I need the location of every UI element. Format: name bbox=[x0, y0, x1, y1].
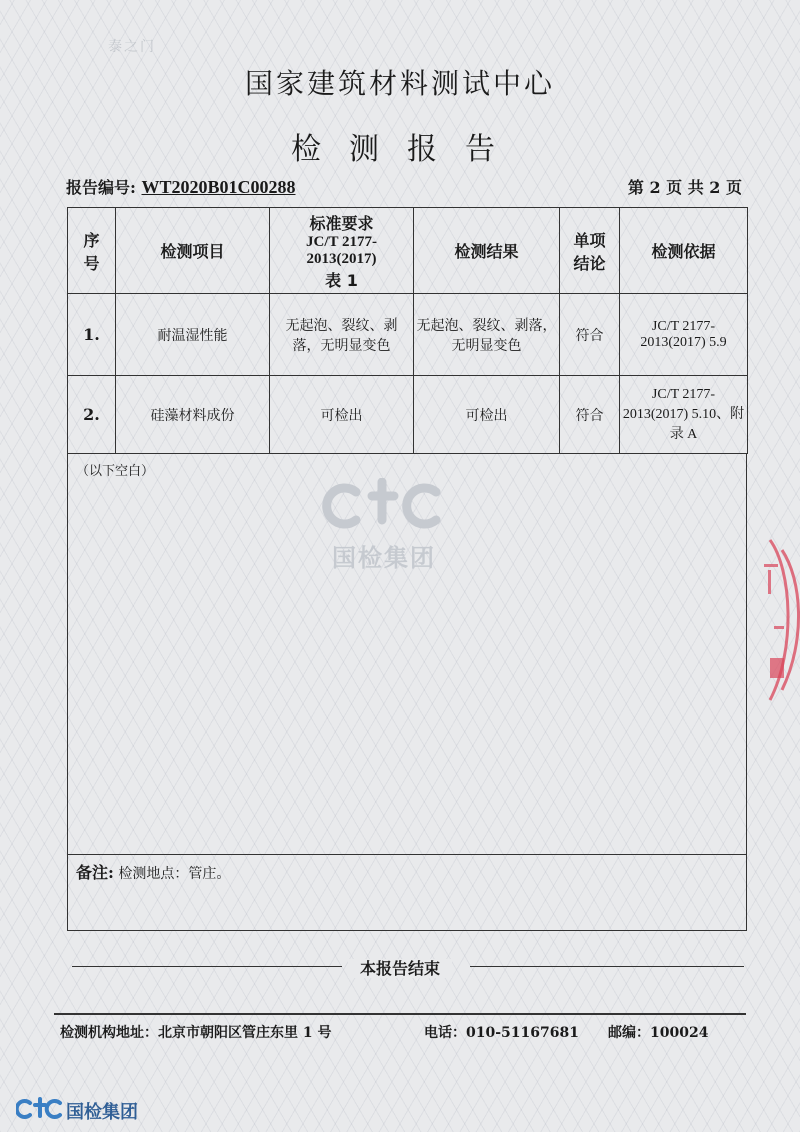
row-result: 可检出 bbox=[414, 376, 560, 454]
page-info: 第 2 页 共 2 页 bbox=[627, 178, 742, 197]
blank-below-note: （以下空白） bbox=[76, 464, 155, 479]
row-basis: JC/T 2177-2013(2017) 5.10、附录 A bbox=[620, 376, 748, 454]
ctc-watermark-logo bbox=[318, 478, 448, 532]
row-result: 无起泡、裂纹、剥落，无明显变色 bbox=[414, 294, 560, 376]
report-number-value: WT2020B01C00288 bbox=[141, 177, 296, 197]
row-requirement: 可检出 bbox=[270, 376, 414, 454]
footer-address: 检测机构地址：北京市朝阳区管庄东里 1 号 bbox=[60, 1025, 332, 1041]
org-title: 国家建筑材料测试中心 bbox=[244, 67, 555, 100]
brand-name: 国检集团 bbox=[66, 1102, 138, 1123]
footer-divider bbox=[54, 1013, 746, 1015]
header-seq: 序号 bbox=[68, 208, 116, 294]
notes-text: 检测地点：管庄。 bbox=[118, 866, 231, 882]
end-of-report: 本报告结束 bbox=[0, 956, 800, 979]
red-seal-stamp bbox=[762, 530, 800, 710]
header-conclusion: 单项结论 bbox=[560, 208, 620, 294]
header-result: 检测结果 bbox=[414, 208, 560, 294]
table-row bbox=[68, 376, 748, 454]
row-item: 耐温湿性能 bbox=[116, 294, 270, 376]
results-table bbox=[67, 207, 748, 454]
row-basis: JC/T 2177-2013(2017) 5.9 bbox=[620, 294, 748, 376]
notes-label: 备注: bbox=[76, 863, 114, 882]
notes bbox=[76, 860, 230, 883]
row-requirement: 无起泡、裂纹、剥落，无明显变色 bbox=[270, 294, 414, 376]
table-header-row bbox=[68, 208, 748, 294]
row-item: 硅藻材料成份 bbox=[116, 376, 270, 454]
table-row bbox=[68, 294, 748, 376]
report-number bbox=[66, 175, 296, 198]
report-number-label: 报告编号: bbox=[66, 178, 136, 197]
header-basis: 检测依据 bbox=[620, 208, 748, 294]
row-seq: 1. bbox=[68, 294, 116, 376]
footer-postcode: 邮编：100024 bbox=[608, 1025, 709, 1041]
row-seq: 2. bbox=[68, 376, 116, 454]
header-item: 检测项目 bbox=[116, 208, 270, 294]
ctc-brand-logo bbox=[16, 1096, 64, 1122]
document-title: 检测报告 bbox=[291, 132, 523, 167]
row-conclusion: 符合 bbox=[560, 294, 620, 376]
footer-phone: 电话：010-51167681 bbox=[424, 1025, 579, 1041]
header-standard: 标准要求 JC/T 2177- 2013(2017) 表 1 bbox=[270, 208, 414, 294]
watermark-name: 国检集团 bbox=[332, 544, 436, 572]
row-conclusion: 符合 bbox=[560, 376, 620, 454]
top-watermark-mark: 泰之门 bbox=[108, 39, 156, 55]
